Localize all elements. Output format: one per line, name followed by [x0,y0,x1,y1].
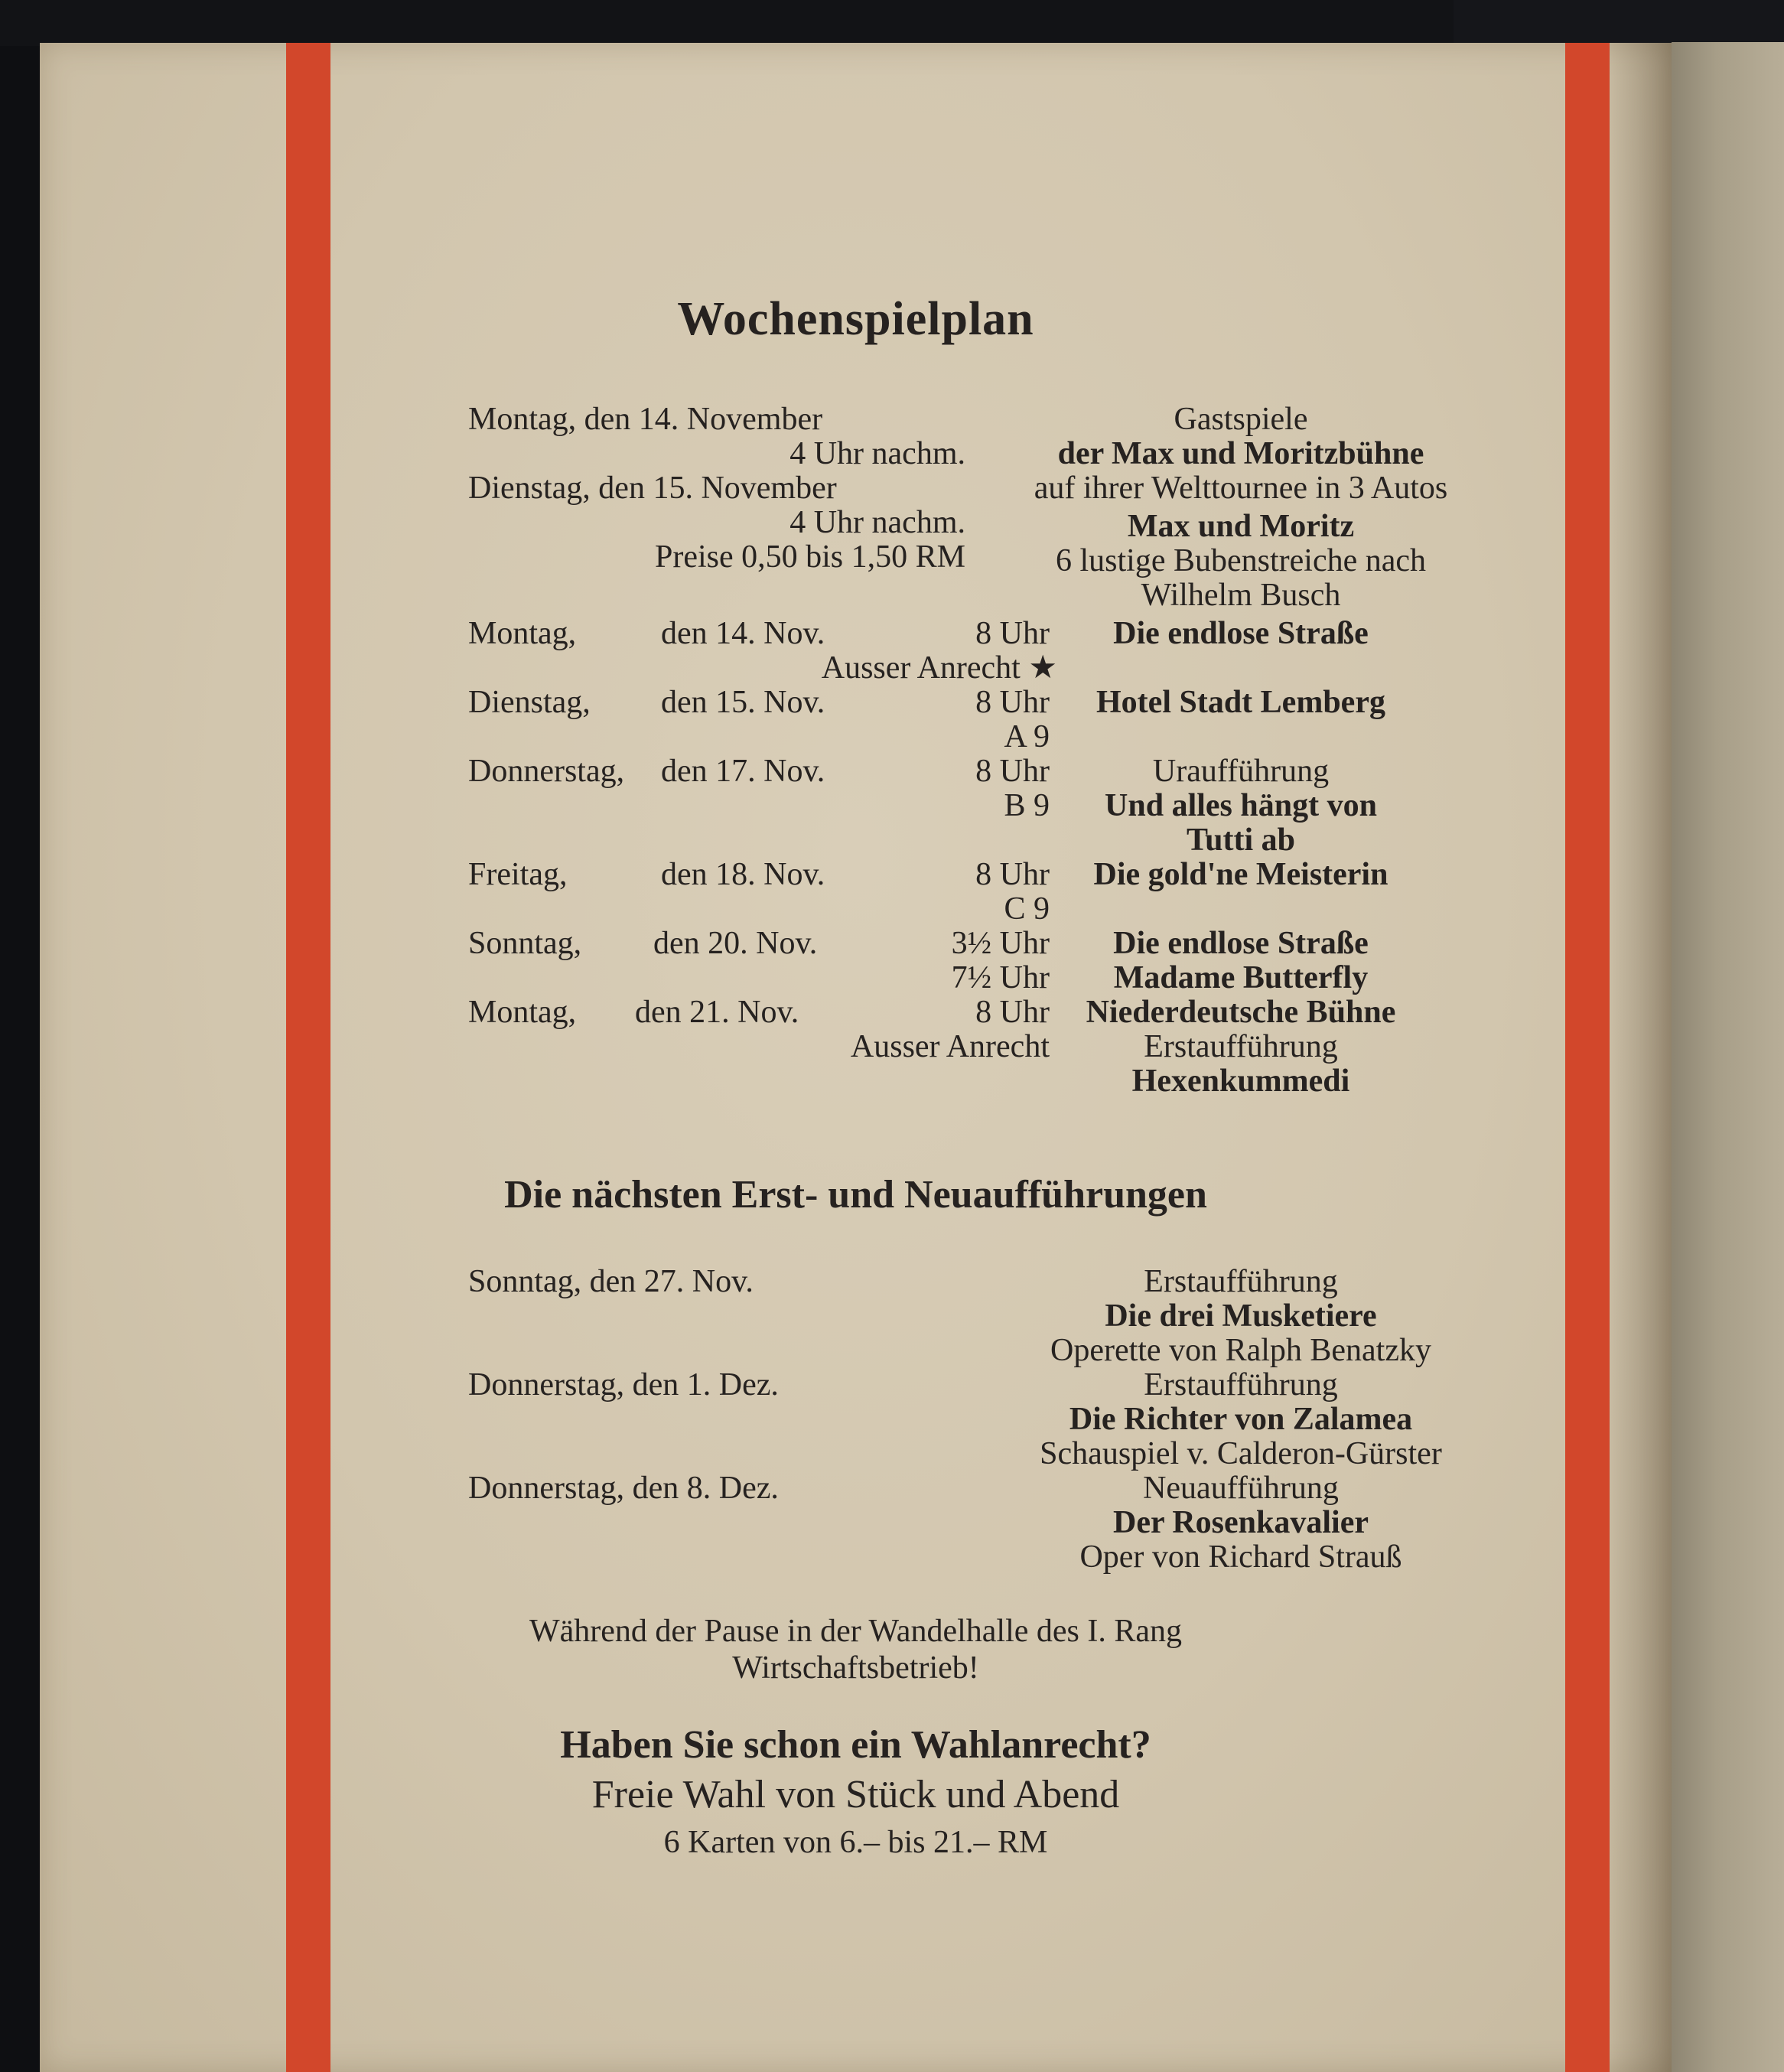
free-choice-line: Freie Wahl von Stück und Abend [591,1773,1120,1816]
performance-title: Und alles hängt von [1105,788,1377,823]
schedule-date: den 21. Nov. [635,995,799,1030]
schedule-time: 4 Uhr nachm. [789,505,965,540]
performance-title: der Max und Moritzbühne [1057,436,1424,471]
schedule-date: den 17. Nov. [661,754,825,789]
schedule-day: Dienstag, [468,685,591,720]
upcoming-date: Donnerstag, den 1. Dez. [468,1367,779,1403]
performance-title: Hexenkummedi [1131,1064,1350,1099]
performance-title: Niederdeutsche Bühne [1086,995,1396,1030]
performance-title: Max und Moritz [1127,509,1355,544]
schedule-subscription: C 9 [1004,891,1050,927]
upcoming-line: Erstaufführung [1144,1367,1338,1403]
upcoming-line: Operette von Ralph Benatzky [1050,1333,1431,1368]
upcoming-heading: Die nächsten Erst- und Neuaufführungen [504,1173,1207,1217]
upcoming-title: Die Richter von Zalamea [1069,1402,1413,1437]
program-page [40,43,1672,2072]
schedule-date: Montag, den 14. November [468,402,823,437]
schedule-date: Dienstag, den 15. November [468,471,837,506]
page-content [40,43,1672,2072]
performance-title: Die gold'ne Meisterin [1093,857,1388,892]
schedule-date: den 20. Nov. [653,926,818,961]
upcoming-title: Der Rosenkavalier [1112,1505,1369,1540]
performance-title: Die endlose Straße [1113,926,1369,961]
schedule-subscription: Ausser Anrecht [850,1029,1050,1064]
performance-line: 6 lustige Bubenstreiche nach [1055,543,1427,578]
performance-title: Tutti ab [1186,823,1296,858]
performance-line: Erstaufführung [1144,1029,1338,1064]
schedule-time: 8 Uhr [975,685,1050,720]
schedule-time: 4 Uhr nachm. [789,436,965,471]
schedule-time: 8 Uhr [975,616,1050,651]
upcoming-date: Donnerstag, den 8. Dez. [468,1471,779,1506]
schedule-time: 3½ Uhr [951,926,1050,961]
pause-note-2: Wirtschaftsbetrieb! [732,1650,979,1686]
upcoming-line: Schauspiel v. Calderon-Gürster [1040,1436,1442,1471]
upcoming-line: Oper von Richard Strauß [1079,1539,1402,1575]
performance-title: Madame Butterfly [1113,960,1369,995]
adjacent-page-edge [1672,42,1784,2072]
ticket-prices: 6 Karten von 6.– bis 21.– RM [663,1825,1048,1860]
schedule-day: Freitag, [468,857,568,892]
upcoming-date: Sonntag, den 27. Nov. [468,1264,754,1299]
performance-title: Die endlose Straße [1113,616,1369,651]
schedule-time: 8 Uhr [975,857,1050,892]
upcoming-title: Die drei Musketiere [1105,1298,1377,1334]
page-title: Wochenspielplan [677,293,1034,345]
performance-line: Uraufführung [1152,754,1330,789]
schedule-subscription: B 9 [1004,788,1050,823]
performance-line: Wilhelm Busch [1141,578,1341,613]
schedule-day: Montag, [468,995,577,1030]
schedule-time: 8 Uhr [975,754,1050,789]
schedule-subscription: Ausser Anrecht ★ [821,650,1057,686]
upcoming-line: Neuaufführung [1143,1471,1339,1506]
performance-line: Gastspiele [1174,402,1308,437]
schedule-day: Donnerstag, [468,754,625,789]
subscription-question: Haben Sie schon ein Wahlanrecht? [560,1723,1151,1767]
schedule-time: 8 Uhr [975,995,1050,1030]
schedule-day: Montag, [468,616,577,651]
performance-line: auf ihrer Welttournee in 3 Autos [1034,471,1448,506]
schedule-date: den 14. Nov. [661,616,825,651]
pause-note: Während der Pause in der Wandelhalle des I. Rang [529,1614,1183,1649]
schedule-day: Sonntag, [468,926,582,961]
schedule-time: 7½ Uhr [951,960,1050,995]
schedule-subscription: A 9 [1004,719,1050,754]
upcoming-line: Erstaufführung [1144,1264,1338,1299]
performance-title: Hotel Stadt Lemberg [1096,685,1385,720]
schedule-prices: Preise 0,50 bis 1,50 RM [654,539,965,575]
schedule-date: den 15. Nov. [661,685,825,720]
schedule-date: den 18. Nov. [661,857,825,892]
